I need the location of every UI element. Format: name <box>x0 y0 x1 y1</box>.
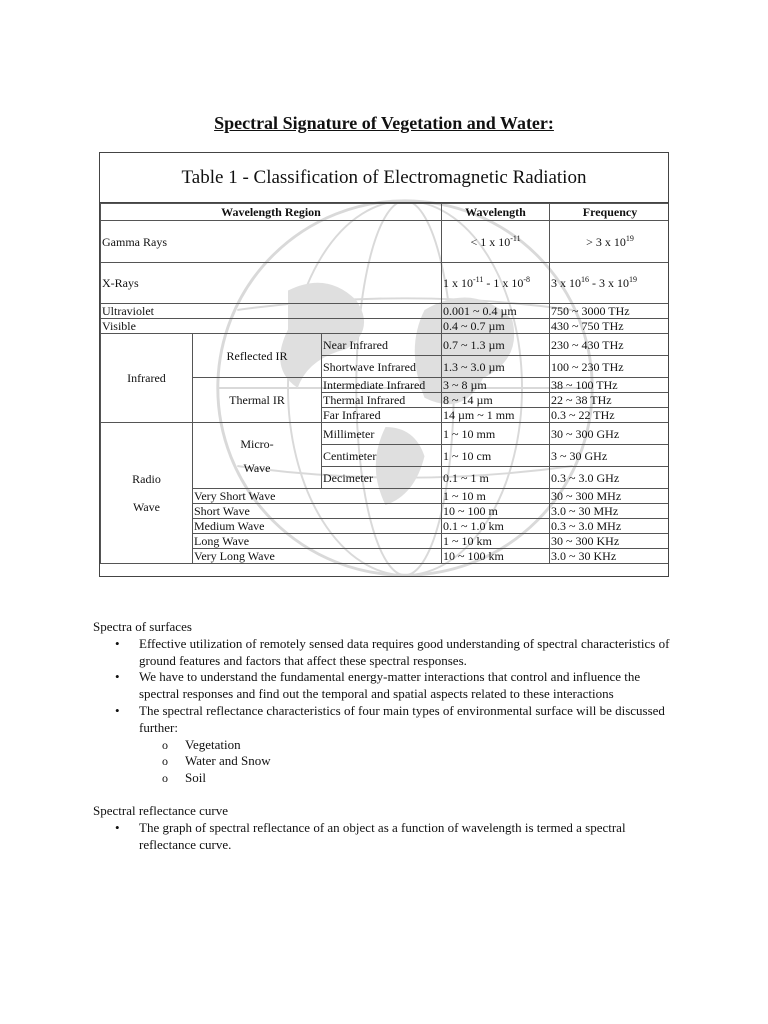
radio-wavelength: 1 ~ 10 km <box>442 534 550 549</box>
ir-wavelength: 14 µm ~ 1 mm <box>442 408 550 423</box>
list-item: o Water and Snow <box>185 753 683 770</box>
list-item: o Soil <box>185 770 683 787</box>
list-item: o Vegetation <box>185 737 683 754</box>
spectra-heading: Spectra of surfaces <box>93 619 192 634</box>
ir-name: Thermal Infrared <box>322 393 442 408</box>
curve-bullet-list <box>93 820 683 854</box>
radio-label: Radio <box>132 472 161 486</box>
list-item: • The graph of spectral reflectance of an object as a function of wavelength is termed a spectral reflectance curve. <box>139 820 683 854</box>
radio-wavelength: 0.1 ~ 1 m <box>442 467 550 489</box>
curve-heading: Spectral reflectance curve <box>93 802 228 818</box>
reflected-ir-group: Reflected IR <box>193 334 322 378</box>
radio-name: Centimeter <box>322 445 442 467</box>
visible-wavelength: 0.4 ~ 0.7 µm <box>442 319 550 334</box>
radio-wavelength: 1 ~ 10 m <box>442 489 550 504</box>
gamma-label: Gamma Rays <box>101 221 442 263</box>
header-region: Wavelength Region <box>101 204 442 221</box>
page-title: Spectral Signature of Vegetation and Water: <box>214 113 554 133</box>
radio-name: Decimeter <box>322 467 442 489</box>
radio-wavelength: 1 ~ 10 mm <box>442 423 550 445</box>
ir-wavelength: 1.3 ~ 3.0 µm <box>442 356 550 378</box>
radio-name: Millimeter <box>322 423 442 445</box>
list-item: • We have to understand the fundamental energy-matter interactions that control and influence the spectral responses and find out the temporal and spatial aspects related to these interactions <box>139 669 683 703</box>
radio-wave-group <box>101 423 193 564</box>
radio-frequency: 3 ~ 30 GHz <box>550 445 669 467</box>
micro-label: Micro- <box>240 436 274 451</box>
infrared-group: Infrared <box>101 334 193 423</box>
ir-wavelength: 0.7 ~ 1.3 µm <box>442 334 550 356</box>
gamma-wavelength: < 1 x $10^{-11}$ <box>442 221 550 263</box>
xray-wavelength: 1 x $10^{-11} - 1$ x $10^{-8}$ <box>442 263 550 304</box>
surface-type-list <box>139 737 683 787</box>
radio-name: Very Short Wave <box>193 489 442 504</box>
table-row <box>101 221 670 263</box>
ir-name: Shortwave Infrared <box>322 356 442 378</box>
ir-frequency: 22 ~ 38 THz <box>550 393 669 408</box>
ir-frequency: 230 ~ 430 THz <box>550 334 669 356</box>
spectra-bullet-list <box>93 636 683 787</box>
header-frequency: Frequency <box>550 204 669 221</box>
radio-frequency: 30 ~ 300 MHz <box>550 489 669 504</box>
header-wavelength: Wavelength <box>442 204 550 221</box>
radio-frequency: 30 ~ 300 GHz <box>550 423 669 445</box>
table-title: Table 1 - Classification of Electromagnetic Radiation <box>100 153 668 203</box>
ir-wavelength: 8 ~ 14 µm <box>442 393 550 408</box>
radio-frequency: 0.3 ~ 3.0 GHz <box>550 467 669 489</box>
ir-name: Near Infrared <box>322 334 442 356</box>
radio-name: Long Wave <box>193 534 442 549</box>
table-row <box>101 319 670 334</box>
radio-name: Medium Wave <box>193 519 442 534</box>
ir-frequency: 0.3 ~ 22 THz <box>550 408 669 423</box>
table-row <box>101 334 670 356</box>
ir-frequency: 38 ~ 100 THz <box>550 378 669 393</box>
xray-label: X-Rays <box>101 263 442 304</box>
table-row <box>101 263 670 304</box>
uv-frequency: 750 ~ 3000 THz <box>550 304 669 319</box>
visible-label: Visible <box>101 319 442 334</box>
radio-frequency: 0.3 ~ 3.0 MHz <box>550 519 669 534</box>
gamma-frequency: > 3 x $10^{19}$ <box>550 221 669 263</box>
visible-frequency: 430 ~ 750 THz <box>550 319 669 334</box>
ir-name: Intermediate Infrared <box>322 378 442 393</box>
radio-name: Very Long Wave <box>193 549 442 564</box>
micro-wave-label: Wave <box>243 460 271 475</box>
uv-label: Ultraviolet <box>101 304 442 319</box>
radio-name: Short Wave <box>193 504 442 519</box>
ir-frequency: 100 ~ 230 THz <box>550 356 669 378</box>
table-row <box>101 423 670 445</box>
uv-wavelength: 0.001 ~ 0.4 µm <box>442 304 550 319</box>
radio-wavelength: 10 ~ 100 m <box>442 504 550 519</box>
wave-label: Wave <box>132 500 161 514</box>
xray-frequency: 3 x $10^{16} - 3$ x $10^{19}$ <box>550 263 669 304</box>
thermal-ir-group: Thermal IR <box>193 378 322 423</box>
em-classification-table <box>100 203 669 564</box>
micro-wave-group <box>193 423 322 489</box>
radio-wavelength: 10 ~ 100 km <box>442 549 550 564</box>
radio-frequency: 3.0 ~ 30 KHz <box>550 549 669 564</box>
list-item: • The spectral reflectance characteristics of four main types of environmental surface will be discussed further: o Vegetation o Water and Snow o Soil <box>139 703 683 787</box>
radio-frequency: 30 ~ 300 KHz <box>550 534 669 549</box>
table-row <box>101 304 670 319</box>
body-text <box>93 619 683 853</box>
em-radiation-table <box>99 152 669 577</box>
ir-wavelength: 3 ~ 8 µm <box>442 378 550 393</box>
radio-frequency: 3.0 ~ 30 MHz <box>550 504 669 519</box>
radio-wavelength: 1 ~ 10 cm <box>442 445 550 467</box>
list-item: • Effective utilization of remotely sensed data requires good understanding of spectral characteristics of ground features and factors that affect these spectral responses. <box>139 636 683 670</box>
radio-wavelength: 0.1 ~ 1.0 km <box>442 519 550 534</box>
ir-name: Far Infrared <box>322 408 442 423</box>
